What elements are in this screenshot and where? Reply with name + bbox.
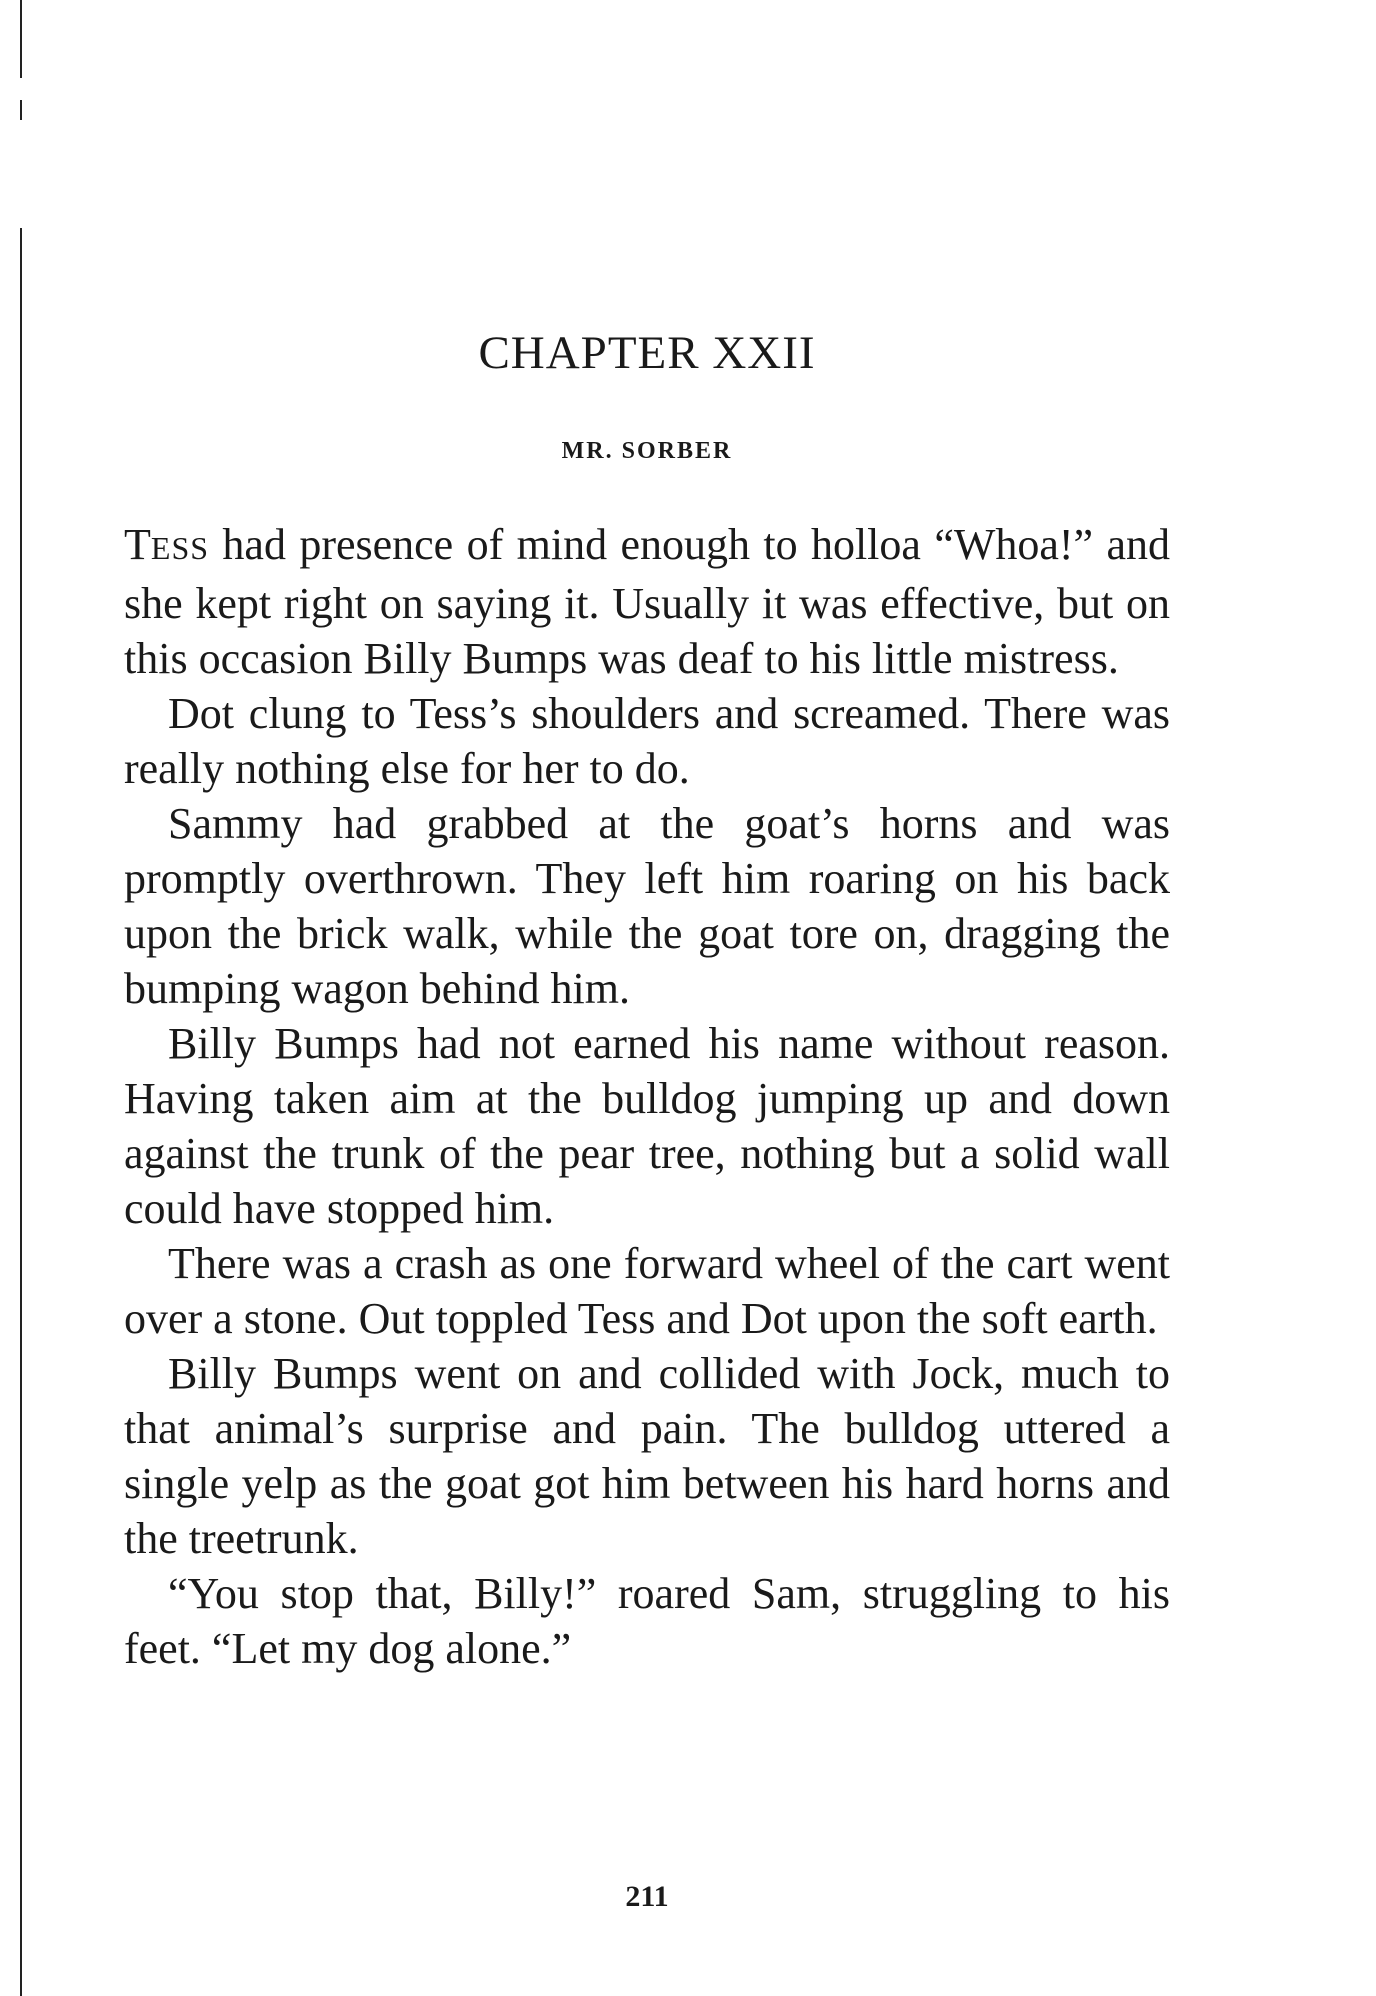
chapter-subtitle: MR. SORBER bbox=[561, 438, 733, 464]
paragraph: There was a crash as one forward wheel of the cart went over a stone. Out toppled Tess and Dot upon the soft earth. bbox=[124, 1239, 1170, 1343]
paragraph: “You stop that, Billy!” roared Sam, struggling to his feet. “Let my dog alone.” bbox=[124, 1569, 1170, 1673]
chapter-title: CHAPTER XXII bbox=[478, 327, 816, 379]
small-caps-initial: T bbox=[124, 520, 151, 569]
paragraph-text: had presence of mind enough to holloa “Whoa!” and she kept right on saying it. Usually it was effective, but on this occasion Billy Bumps was deaf to his little mistress. bbox=[124, 520, 1170, 683]
small-caps-rest: ESS bbox=[150, 530, 210, 566]
page-number: 211 bbox=[625, 1880, 669, 1913]
scan-edge-line bbox=[20, 100, 22, 120]
paragraph bbox=[124, 517, 1170, 686]
paragraph: Sammy had grabbed at the goat’s horns and was promptly overthrown. They left him roaring on his back upon the brick walk, while the goat tore on, dragging the bumping wagon behind him. bbox=[124, 799, 1170, 1013]
paragraph: Billy Bumps went on and collided with Jock, much to that animal’s surprise and pain. The bulldog uttered a single yelp as the goat got him between his hard horns and the treetrunk. bbox=[124, 1349, 1170, 1563]
paragraph: Billy Bumps had not earned his name without reason. Having taken aim at the bulldog jumping up and down against the trunk of the pear tree, nothing but a solid wall could have stopped him. bbox=[124, 1019, 1170, 1233]
scan-edge-line bbox=[20, 228, 22, 1996]
body-text bbox=[124, 517, 1170, 1676]
scan-edge-line bbox=[20, 0, 22, 78]
paragraph: Dot clung to Tess’s shoulders and screamed. There was really nothing else for her to do. bbox=[124, 689, 1170, 793]
